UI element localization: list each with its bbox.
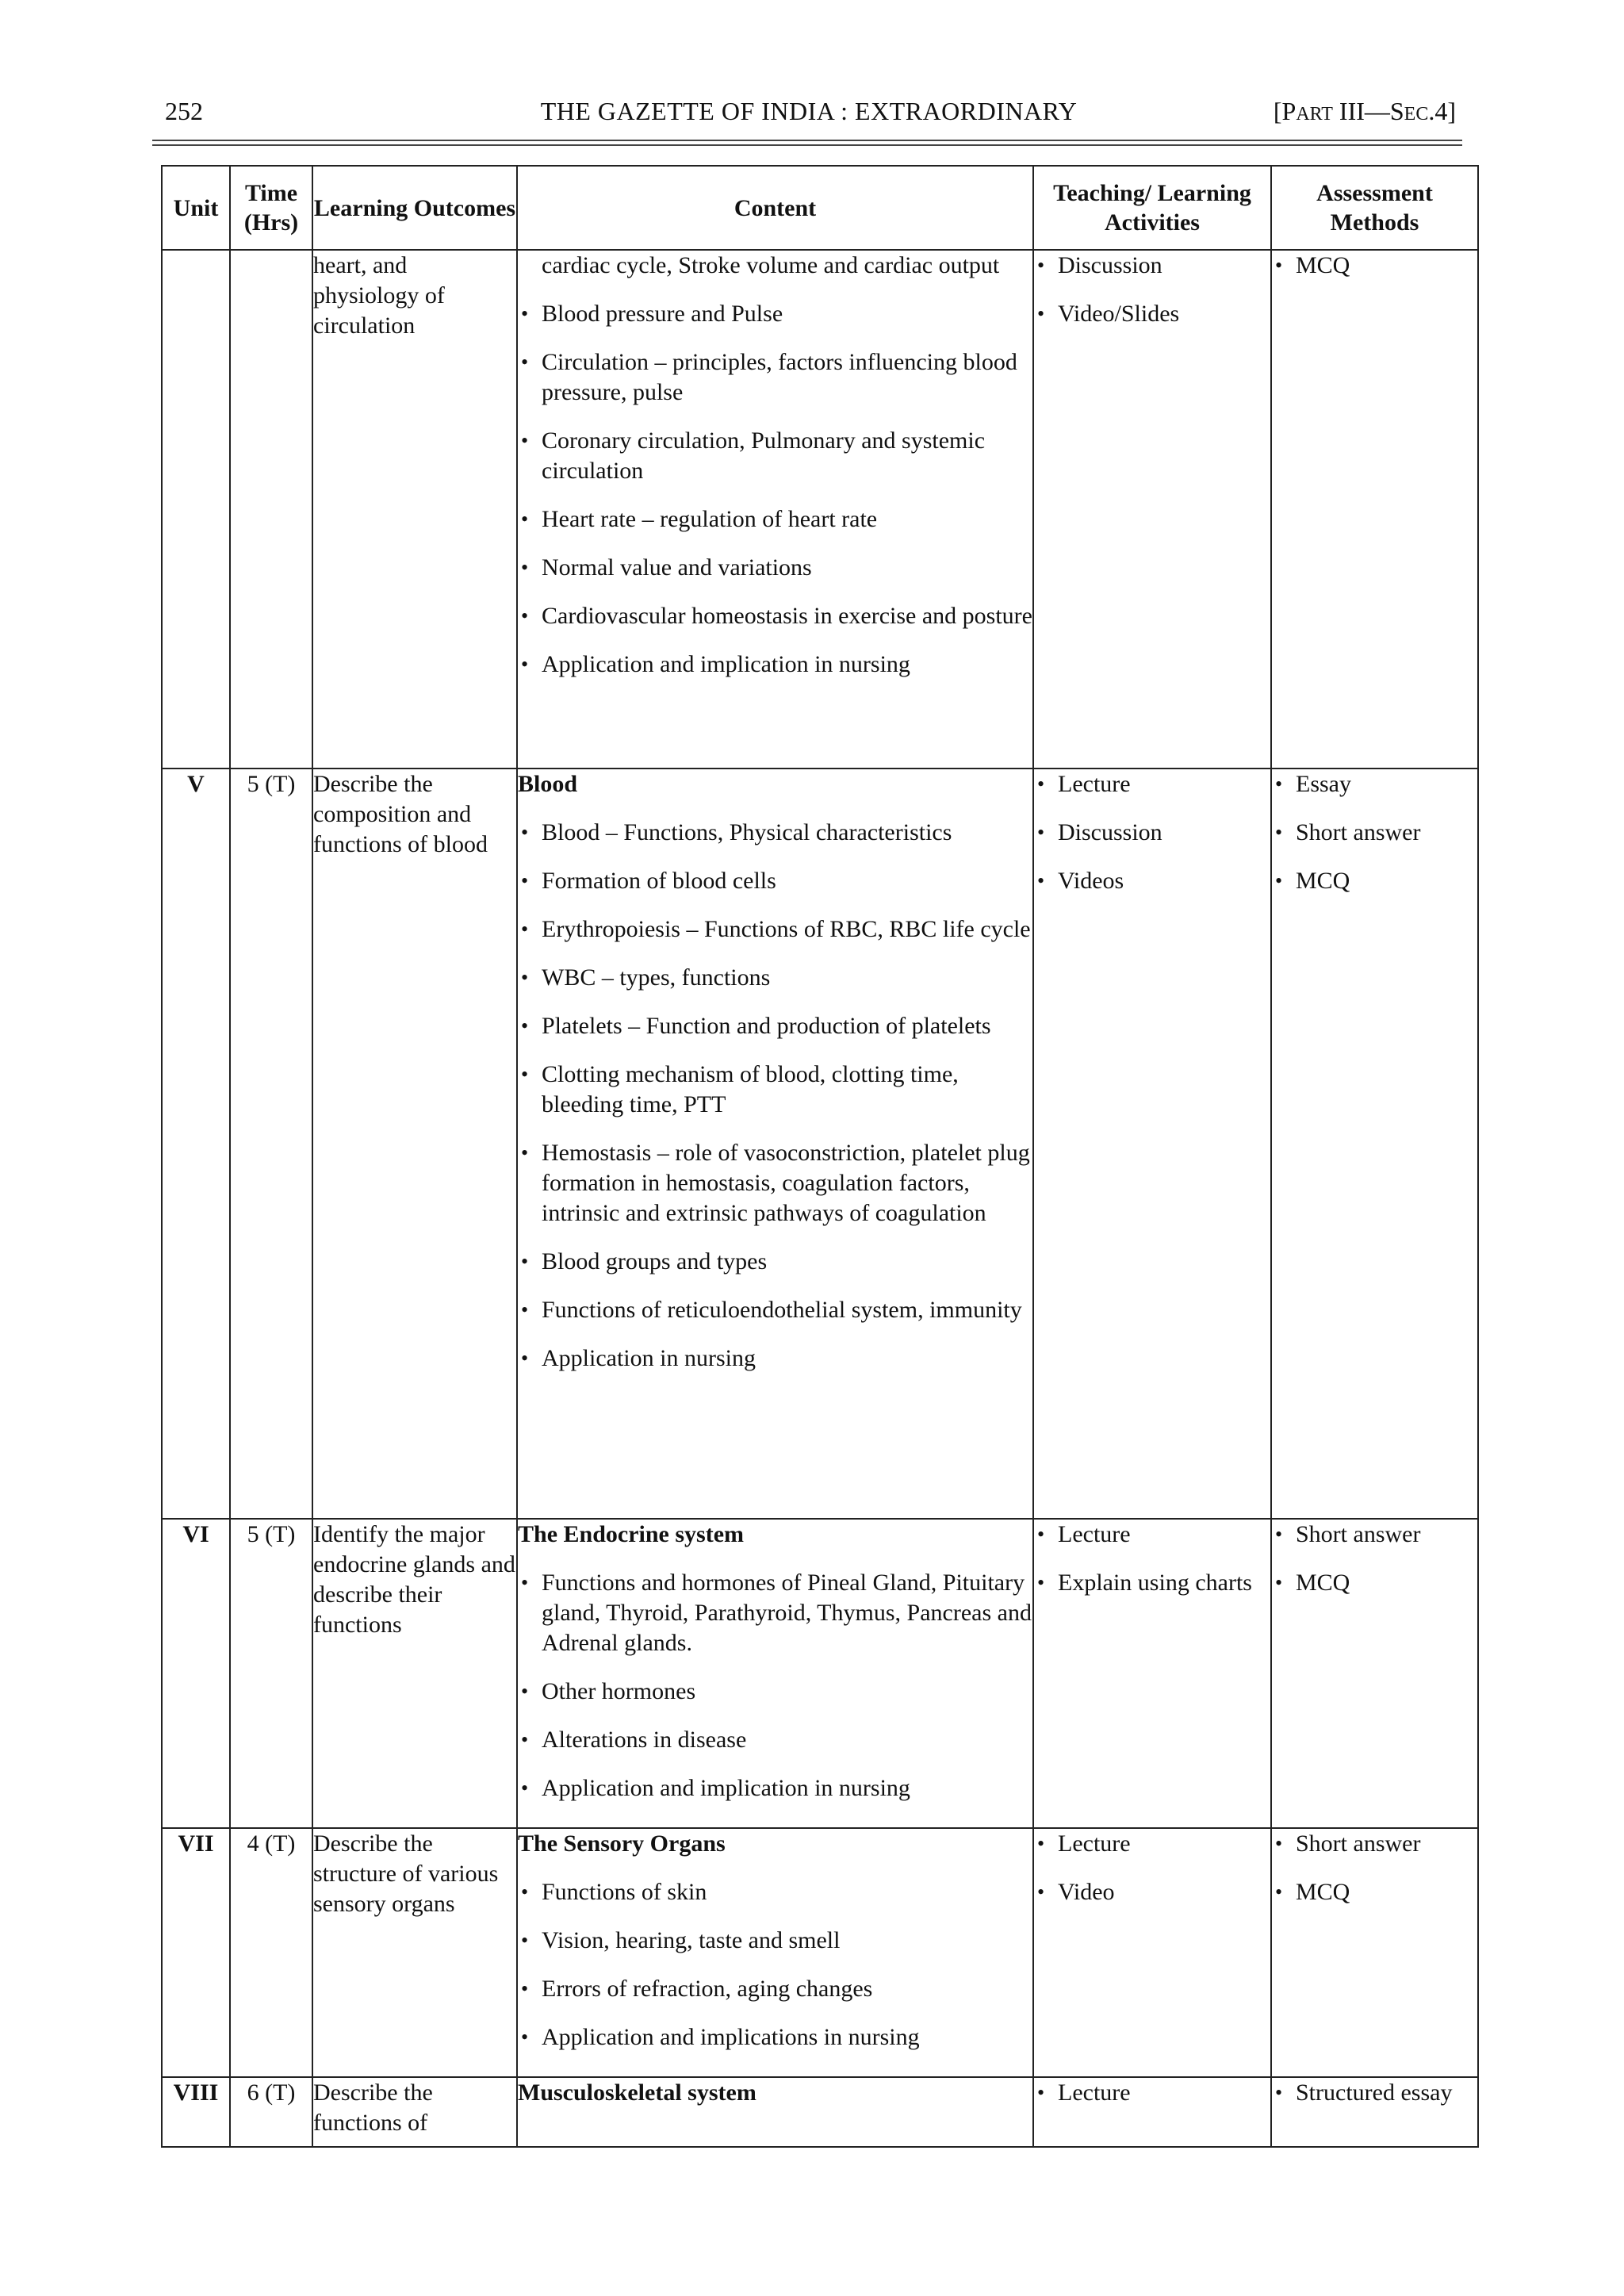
activities-cell <box>1033 250 1271 769</box>
assessment-method-item: • MCQ <box>1272 1877 1477 1907</box>
activity-item: • Explain using charts <box>1034 1568 1270 1598</box>
activity-item: • Video <box>1034 1877 1270 1907</box>
activities-cell <box>1033 1828 1271 2077</box>
content-cell <box>517 250 1033 769</box>
activities-cell <box>1033 2077 1271 2147</box>
content-topic-item: • Functions of reticuloendothelial system, immunity <box>518 1295 1032 1325</box>
time-cell: 5 (T) <box>230 769 312 1519</box>
learning-outcome-cell: Identify the major endocrine glands and describe their functions <box>312 1519 517 1828</box>
content-topic-item: • Formation of blood cells <box>518 866 1032 896</box>
assessment-method-item: • Short answer <box>1272 1829 1477 1859</box>
learning-outcome-cell: heart, and physiology of circulation <box>312 250 517 769</box>
learning-outcome-cell: Describe the composition and functions of blood <box>312 769 517 1519</box>
activity-item: • Video/Slides <box>1034 299 1270 329</box>
content-topic-list <box>518 1877 1032 2053</box>
content-topic-item: • Application in nursing <box>518 1343 1032 1374</box>
content-topic-item: • Blood – Functions, Physical characteristics <box>518 818 1032 848</box>
header-rule <box>152 144 1462 146</box>
header-rule <box>152 140 1462 141</box>
unit-cell: VI <box>162 1519 230 1828</box>
assessment-cell <box>1271 769 1478 1519</box>
activity-item: • Discussion <box>1034 251 1270 281</box>
part-section-label: [PART III—SEC.4] <box>1273 97 1456 125</box>
content-topic-item: • Vision, hearing, taste and smell <box>518 1926 1032 1956</box>
content-topic-item: • Other hormones <box>518 1677 1032 1707</box>
content-topic-item: • Application and implication in nursing <box>518 1773 1032 1803</box>
content-topic-item: • Blood pressure and Pulse <box>518 299 1032 329</box>
content-cell <box>517 769 1033 1519</box>
table-row <box>162 1519 1478 1828</box>
content-topic-list <box>518 299 1032 680</box>
activity-item: • Lecture <box>1034 769 1270 799</box>
unit-cell: VIII <box>162 2077 230 2147</box>
content-topic-item: • Application and implications in nursing <box>518 2022 1032 2053</box>
activity-list <box>1034 251 1270 329</box>
activity-item: • Lecture <box>1034 1829 1270 1859</box>
column-header-outcomes: Learning Outcomes <box>312 166 517 250</box>
content-topic-item: • Normal value and variations <box>518 553 1032 583</box>
learning-outcome-cell: Describe the structure of various sensory organs <box>312 1828 517 2077</box>
assessment-cell <box>1271 250 1478 769</box>
content-heading: The Sensory Organs <box>518 1830 726 1857</box>
assessment-method-list <box>1272 769 1477 896</box>
content-topic-item: • Functions and hormones of Pineal Gland, Pituitary gland, Thyroid, Parathyroid, Thymus, Pancreas and Adrenal glands. <box>518 1568 1032 1658</box>
time-cell: 4 (T) <box>230 1828 312 2077</box>
assessment-cell <box>1271 1828 1478 2077</box>
assessment-method-item: • MCQ <box>1272 251 1477 281</box>
activity-item: • Lecture <box>1034 1520 1270 1550</box>
content-topic-item: • Coronary circulation, Pulmonary and systemic circulation <box>518 426 1032 486</box>
activity-item: • Lecture <box>1034 2078 1270 2108</box>
unit-cell: VII <box>162 1828 230 2077</box>
content-topic-item: • Circulation – principles, factors influencing blood pressure, pulse <box>518 347 1032 408</box>
assessment-method-item: • MCQ <box>1272 866 1477 896</box>
page-number: 252 <box>165 97 203 125</box>
content-cell <box>517 1828 1033 2077</box>
assessment-method-list <box>1272 1829 1477 1907</box>
assessment-method-item: • Short answer <box>1272 818 1477 848</box>
content-topic-item: • Functions of skin <box>518 1877 1032 1907</box>
activity-list <box>1034 1829 1270 1907</box>
assessment-method-list <box>1272 251 1477 281</box>
assessment-method-item: • Short answer <box>1272 1520 1477 1550</box>
activity-list <box>1034 1520 1270 1598</box>
content-heading: Musculoskeletal system <box>518 2079 756 2106</box>
assessment-method-list <box>1272 2078 1477 2108</box>
content-cell <box>517 1519 1033 1828</box>
time-cell: 6 (T) <box>230 2077 312 2147</box>
column-header-content: Content <box>517 166 1033 250</box>
activity-item: • Discussion <box>1034 818 1270 848</box>
assessment-method-item: • MCQ <box>1272 1568 1477 1598</box>
content-topic-list <box>518 818 1032 1374</box>
content-heading: Blood <box>518 771 578 797</box>
content-topic-item: • Hemostasis – role of vasoconstriction, platelet plug formation in hemostasis, coagulation factors, intrinsic and extrinsic pathways of coagulation <box>518 1138 1032 1228</box>
content-topic-item: • Platelets – Function and production of platelets <box>518 1011 1032 1041</box>
time-cell <box>230 250 312 769</box>
unit-cell <box>162 250 230 769</box>
content-topic-list <box>518 1568 1032 1803</box>
content-topic-item: • Errors of refraction, aging changes <box>518 1974 1032 2004</box>
content-topic-item: • WBC – types, functions <box>518 963 1032 993</box>
table-row <box>162 769 1478 1519</box>
activity-list <box>1034 2078 1270 2108</box>
table-row <box>162 1828 1478 2077</box>
assessment-cell <box>1271 2077 1478 2147</box>
unit-cell: V <box>162 769 230 1519</box>
activities-cell <box>1033 769 1271 1519</box>
table-header-row <box>162 166 1478 250</box>
column-header-unit: Unit <box>162 166 230 250</box>
learning-outcome-cell: Describe the functions of <box>312 2077 517 2147</box>
time-cell: 5 (T) <box>230 1519 312 1828</box>
content-topic-item: • Erythropoiesis – Functions of RBC, RBC life cycle <box>518 914 1032 945</box>
column-header-activities: Teaching/ Learning Activities <box>1033 166 1271 250</box>
assessment-method-list <box>1272 1520 1477 1598</box>
content-topic-item: • Blood groups and types <box>518 1247 1032 1277</box>
page-header <box>162 97 1456 136</box>
content-topic-item: • Heart rate – regulation of heart rate <box>518 504 1032 535</box>
content-continued-text: cardiac cycle, Stroke volume and cardiac output <box>542 252 1000 278</box>
column-header-time: Time (Hrs) <box>230 166 312 250</box>
assessment-method-item: • Essay <box>1272 769 1477 799</box>
content-cell <box>517 2077 1033 2147</box>
assessment-cell <box>1271 1519 1478 1828</box>
table-row <box>162 2077 1478 2147</box>
content-topic-item: • Alterations in disease <box>518 1725 1032 1755</box>
content-topic-item: • Clotting mechanism of blood, clotting time, bleeding time, PTT <box>518 1060 1032 1120</box>
content-heading: The Endocrine system <box>518 1521 744 1547</box>
activity-item: • Videos <box>1034 866 1270 896</box>
content-topic-item: • Application and implication in nursing <box>518 650 1032 680</box>
table-row <box>162 250 1478 769</box>
activities-cell <box>1033 1519 1271 1828</box>
activity-list <box>1034 769 1270 896</box>
assessment-method-item: • Structured essay <box>1272 2078 1477 2108</box>
gazette-title: THE GAZETTE OF INDIA : EXTRAORDINARY <box>540 97 1078 125</box>
syllabus-table <box>161 165 1479 2148</box>
column-header-assessment: Assessment Methods <box>1271 166 1478 250</box>
content-topic-item: • Cardiovascular homeostasis in exercise and posture <box>518 601 1032 631</box>
